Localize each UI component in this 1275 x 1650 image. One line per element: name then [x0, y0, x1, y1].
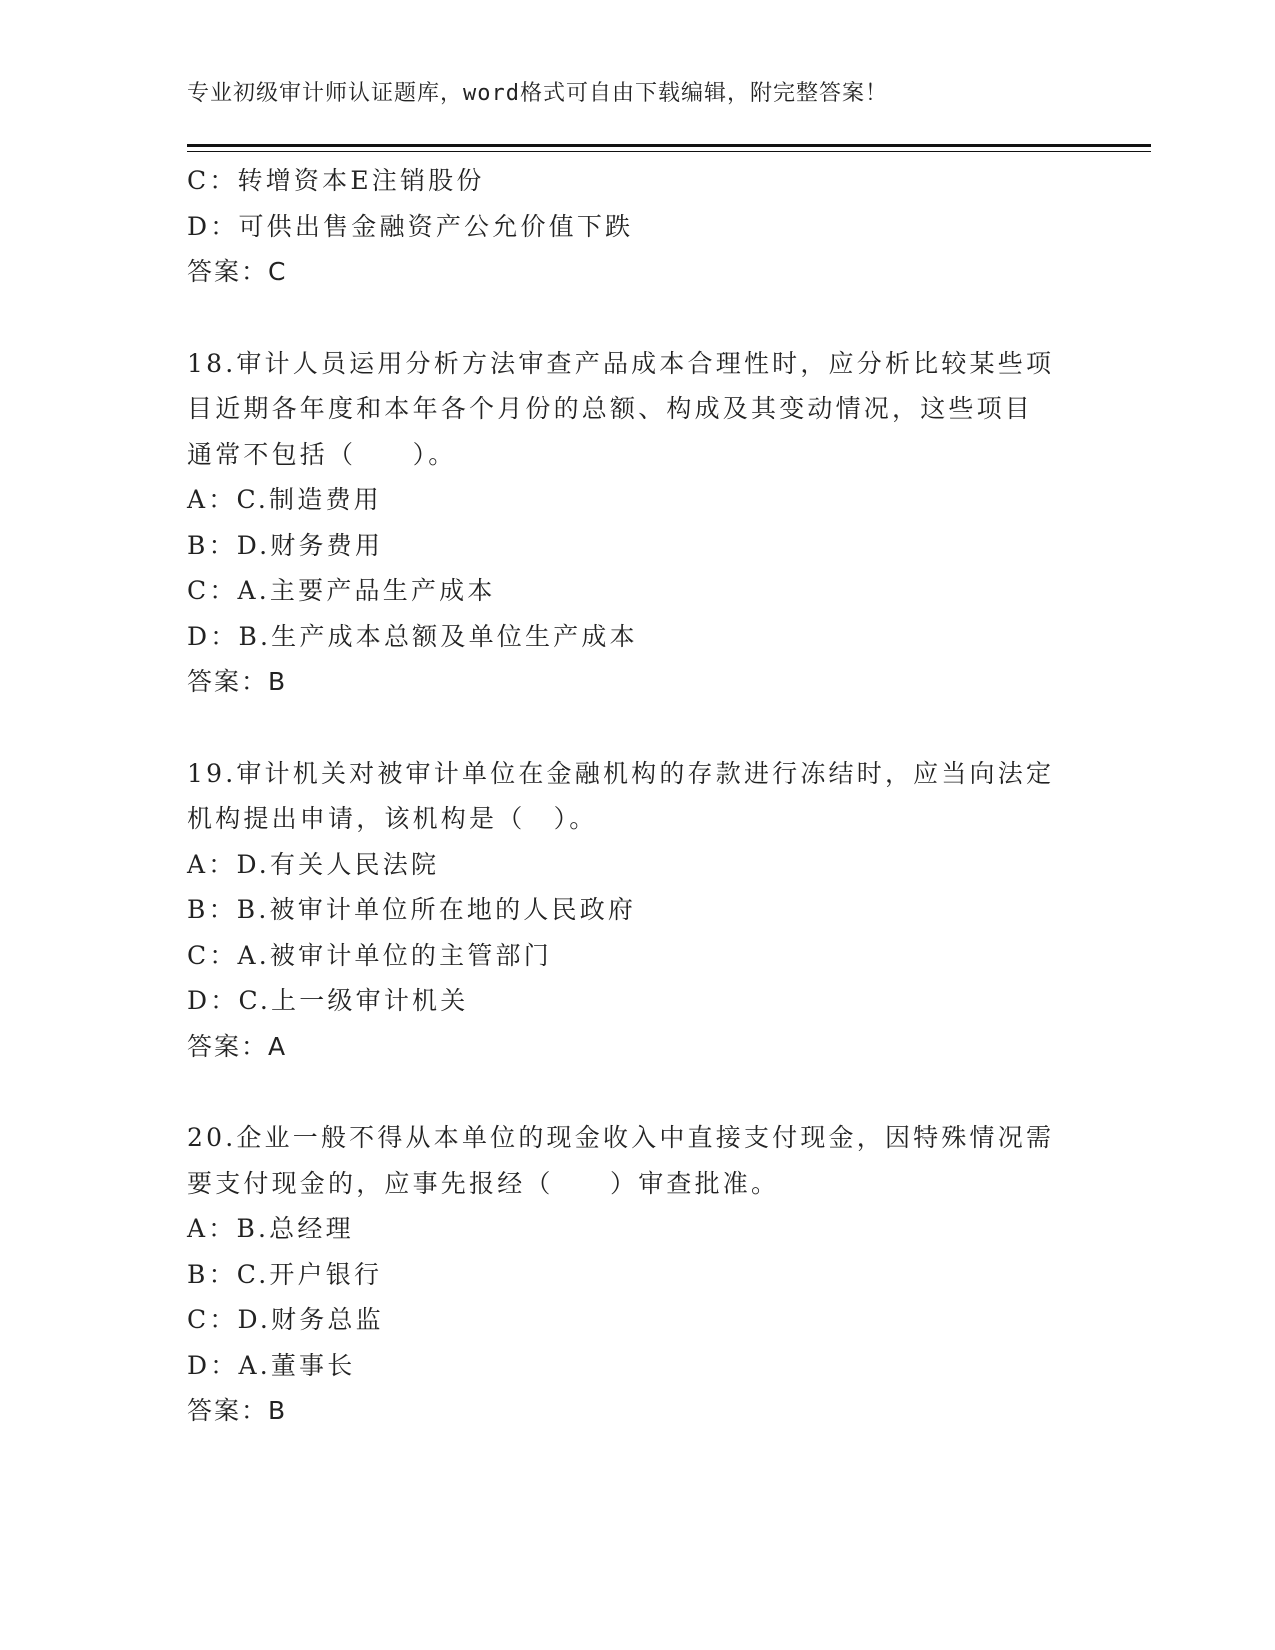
spacer [187, 705, 1087, 751]
option-line: C：D.财务总监 [187, 1305, 384, 1334]
answer-line: 答案：A [187, 1031, 288, 1061]
question-content [187, 158, 1087, 1434]
question-stem-line: 通常不包括（ ）。 [187, 439, 457, 469]
question-17-continued [187, 158, 1087, 295]
option-line: B：D.财务费用 [187, 530, 384, 560]
answer-line: 答案：B [187, 667, 288, 696]
option-line: C：A.主要产品生产成本 [187, 576, 496, 605]
spacer [187, 295, 1087, 341]
question-19 [187, 751, 1087, 1070]
answer-line: 答案：C [187, 257, 288, 286]
option-line: B：B.被审计单位所在地的人民政府 [187, 895, 637, 924]
question-stem-line: 机构提出申请，该机构是（ ）。 [187, 804, 598, 833]
option-line: A：D.有关人民法院 [187, 849, 440, 879]
option-line: C：A.被审计单位的主管部门 [187, 940, 552, 970]
option-line: C：转增资本E注销股份 [187, 166, 485, 195]
spacer [187, 1069, 1087, 1115]
question-stem-line: 目近期各年度和本年各个月份的总额、构成及其变动情况，这些项目 [187, 394, 1034, 423]
question-stem-line: 要支付现金的，应事先报经（ ）审查批准。 [187, 1168, 780, 1198]
header-rule-thin [187, 151, 1151, 152]
answer-line: 答案：B [187, 1396, 288, 1425]
option-line: B：C.开户银行 [187, 1259, 383, 1289]
question-stem-line: 19.审计机关对被审计单位在金融机构的存款进行冻结时，应当向法定 [187, 758, 1055, 788]
option-line: D：A.董事长 [187, 1350, 356, 1380]
option-line: D：C.上一级审计机关 [187, 986, 469, 1015]
option-line: A：C.制造费用 [187, 485, 382, 514]
header-rule-thick [187, 144, 1151, 147]
question-stem-line: 18.审计人员运用分析方法审查产品成本合理性时，应分析比较某些项 [187, 348, 1055, 378]
option-line: D：B.生产成本总额及单位生产成本 [187, 621, 638, 651]
question-18 [187, 341, 1087, 705]
question-20 [187, 1115, 1087, 1434]
option-line: A：B.总经理 [187, 1214, 354, 1243]
question-stem-line: 20.企业一般不得从本单位的现金收入中直接支付现金，因特殊情况需 [187, 1123, 1055, 1152]
option-line: D：可供出售金融资产公允价值下跌 [187, 211, 634, 241]
page-header: 专业初级审计师认证题库，word格式可自由下载编辑，附完整答案！ [187, 81, 888, 106]
